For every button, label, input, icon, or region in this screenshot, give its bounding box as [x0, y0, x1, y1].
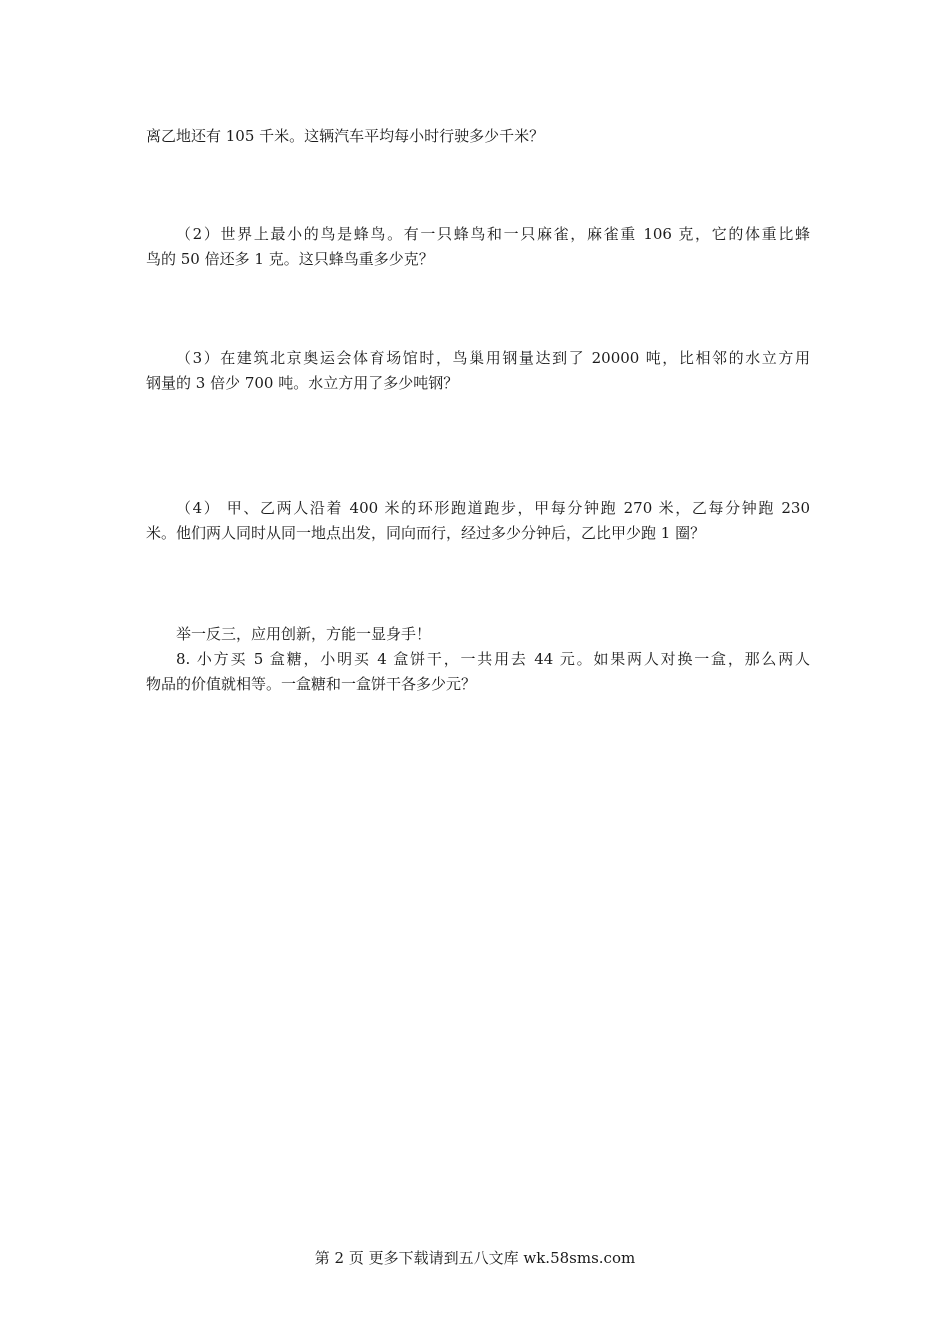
- section-heading: 举一反三，应用创新，方能一显身手！: [176, 625, 432, 643]
- problem-3-line-1: （3）在建筑北京奥运会体育场馆时，鸟巢用钢量达到了 20000 吨，比相邻的水立方用: [176, 349, 810, 367]
- problem-4-line-1: （4） 甲、乙两人沿着 400 米的环形跑道跑步，甲每分钟跑 270 米，乙每分钟跑 230: [176, 499, 810, 517]
- problem-2-line-2: 鸟的 50 倍还多 1 克。这只蜂鸟重多少克？: [146, 250, 434, 268]
- problem-2-line-1: （2）世界上最小的鸟是蜂鸟。有一只蜂鸟和一只麻雀，麻雀重 106 克，它的体重比蜂: [176, 225, 810, 243]
- problem-1-continuation: 离乙地还有 105 千米。这辆汽车平均每小时行驶多少千米？: [146, 127, 545, 145]
- problem-8-line-2: 物品的价值就相等。一盒糖和一盒饼干各多少元？: [146, 675, 477, 693]
- problem-4-line-2: 米。他们两人同时从同一地点出发，同向而行，经过多少分钟后，乙比甲少跑 1 圈？: [146, 524, 706, 542]
- problem-3-line-2: 钢量的 3 倍少 700 吨。水立方用了多少吨钢？: [146, 374, 459, 392]
- page-footer: 第 2 页 更多下载请到五八文库 wk.58sms.com: [314, 1249, 636, 1267]
- problem-8-line-1: 8. 小方买 5 盒糖，小明买 4 盒饼干，一共用去 44 元。如果两人对换一盒，那么两人: [176, 650, 810, 668]
